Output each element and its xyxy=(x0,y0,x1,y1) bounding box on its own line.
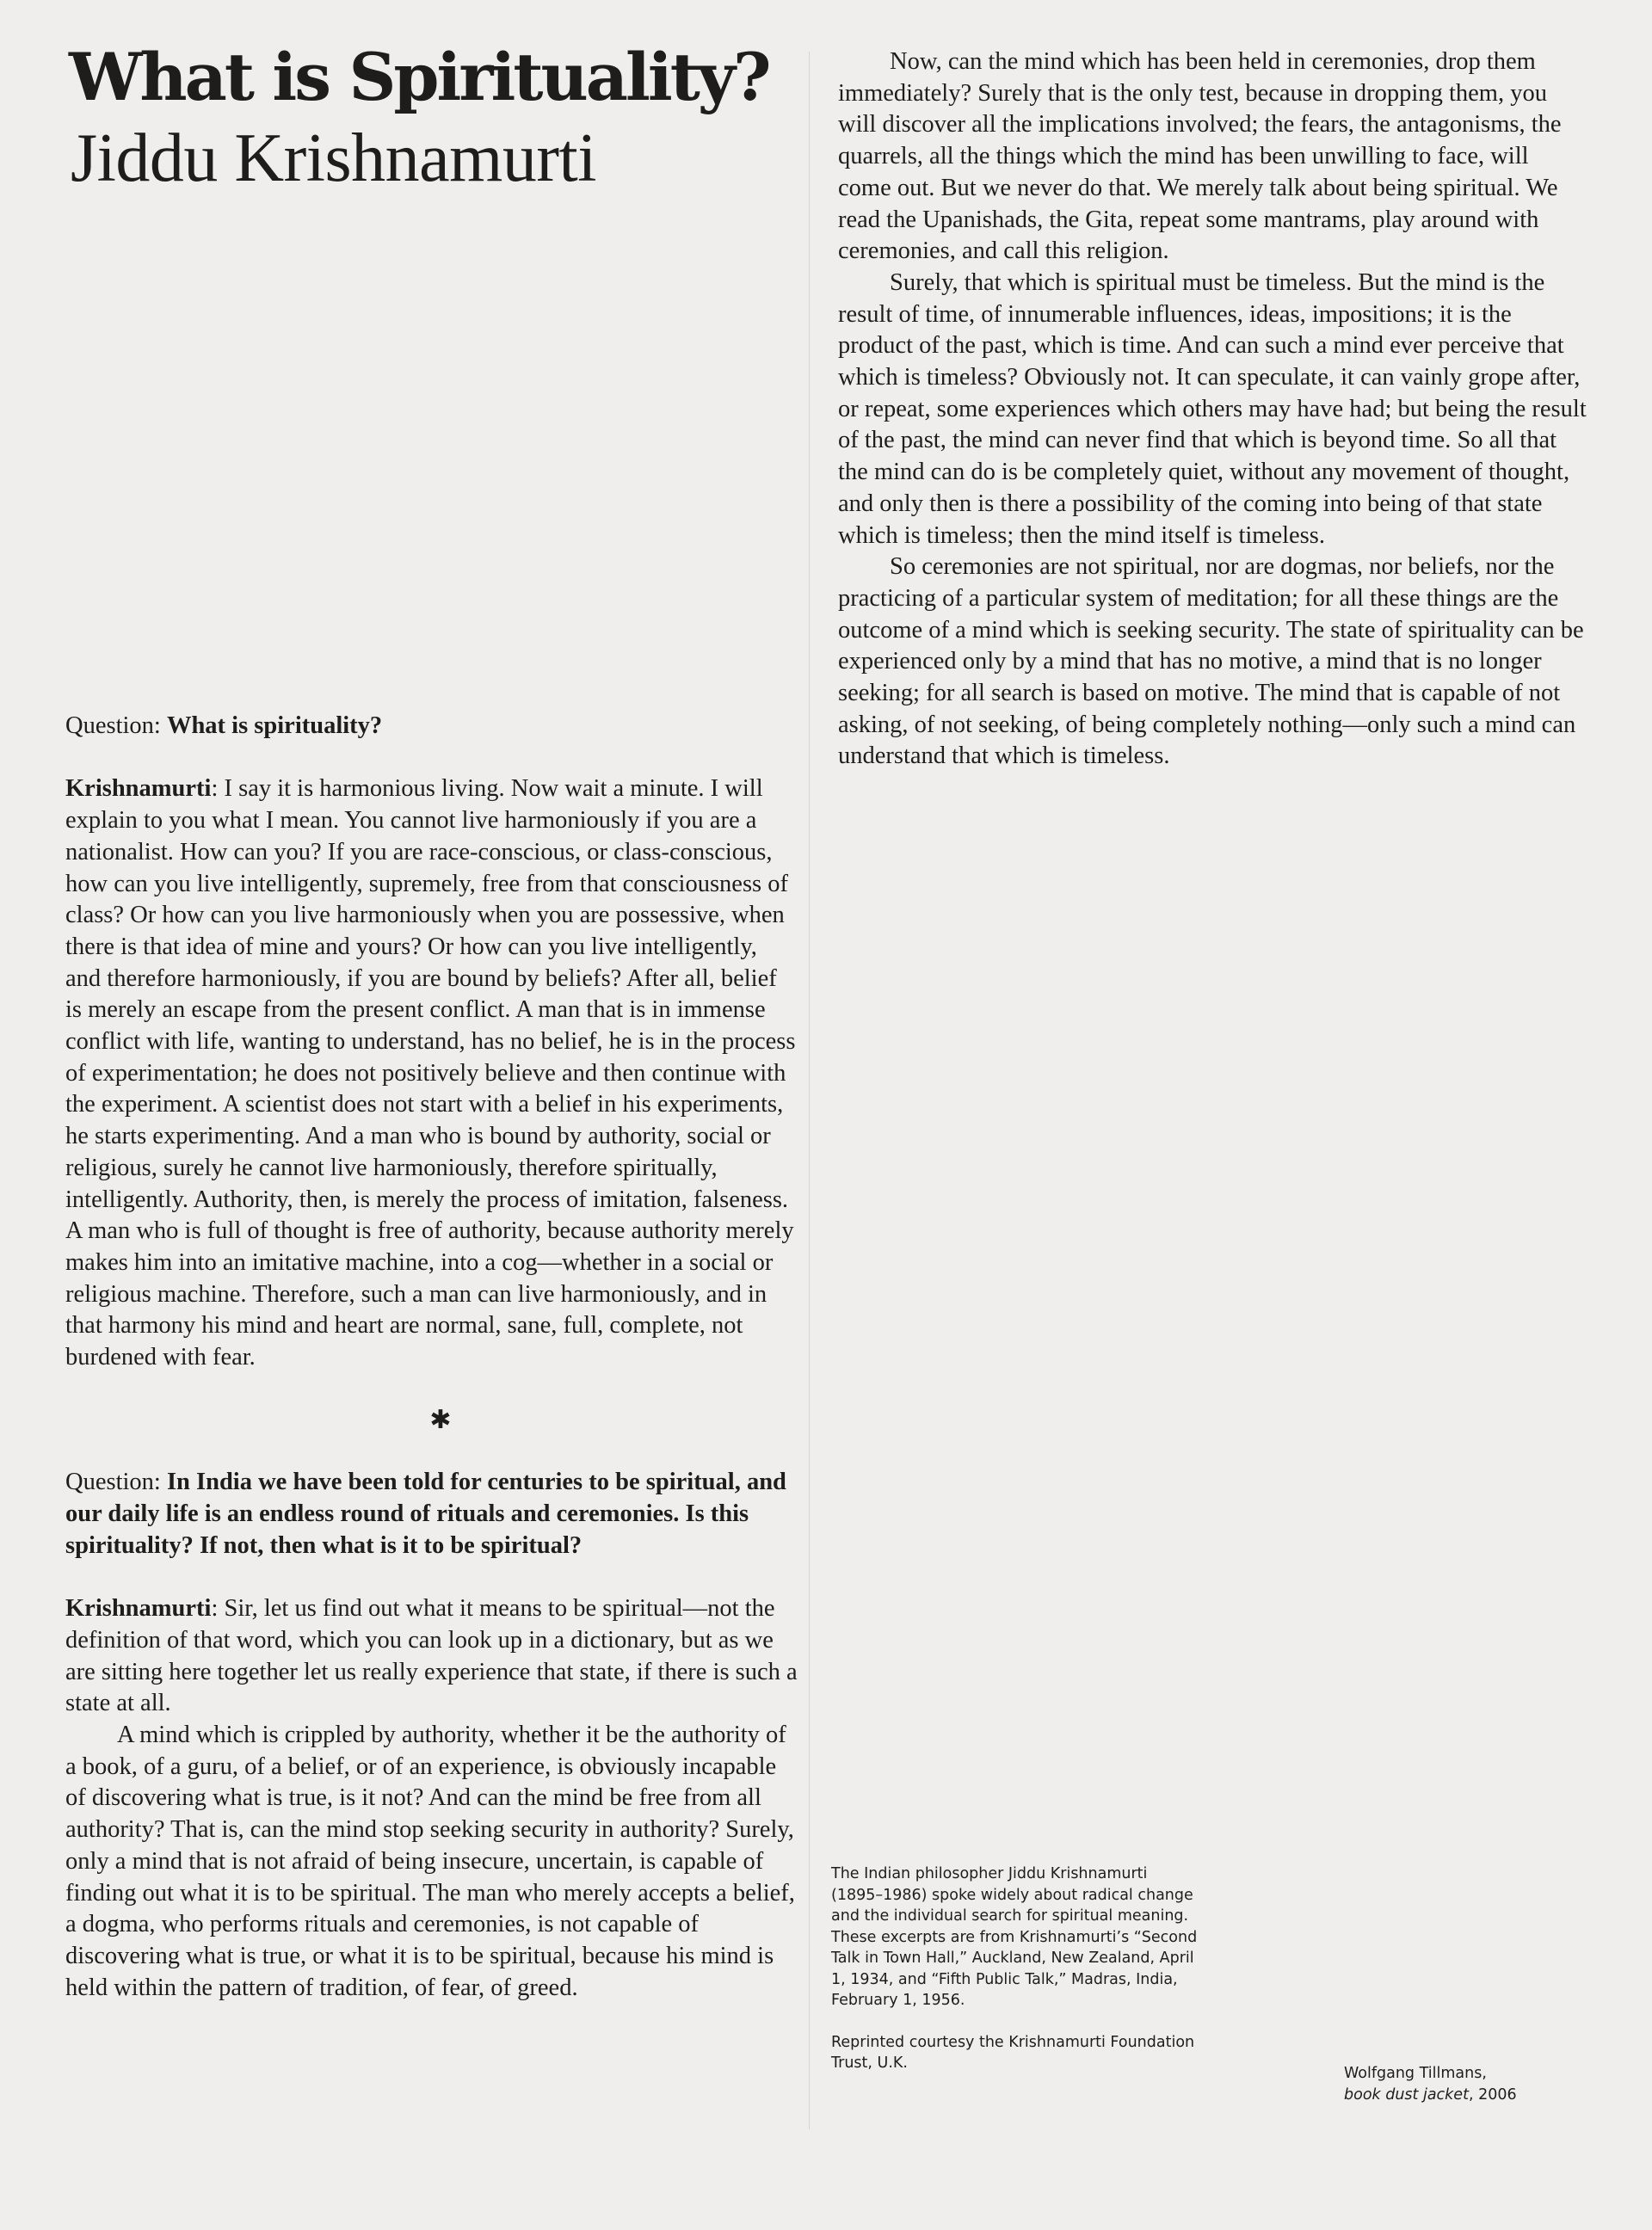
right-paragraph-3: So ceremonies are not spiritual, nor are dogmas, nor beliefs, nor the practicing of a particular system of meditation; for all these things are the outcome of a mind which is seeking security. The state of spirituality can be experienced only by a mind that has no motive, a mind that is no longer seeking; for all search is based on motive. The mind that is capable of not asking, of not seeking, of being completely nothing—only such a mind can understand that which is timeless. xyxy=(838,553,1584,770)
answer-1 xyxy=(65,773,798,1373)
answer-2 xyxy=(65,1593,798,1720)
speaker-name: Krishnamurti xyxy=(65,1595,212,1623)
left-column xyxy=(65,711,798,2004)
question-1-text: What is spirituality? xyxy=(166,712,383,739)
answer-1-text: : I say it is harmonious living. Now wait a minute. I will explain to you what I mean. You cannot live harmoniously if you are a nationalist. How can you? If you are race-conscious, or class-conscious, how can you live intelligently, supremely, free from that consciousness of class? Or how can you live harmoniously when you are possessive, when there is that idea of mine and yours? Or how can you live intelligently, and therefore harmoniously, if you are bound by beliefs? After all, belief is merely an escape from the present conflict. A man that is in immense conflict with life, wanting to understand, has no belief, he is in the process of experimentation; he does not positively believe and then continue with the experiment. A scientist does not start with a belief in his experiments, he starts experimenting. And a man who is bound by authority, social or religious, surely he cannot live harmoniously, therefore spiritually, intelligently. Authority, then, is merely the process of imitation, falseness. A man who is full of thought is free of authority, because authority merely makes him into an imitative machine, into a cog—whether in a social or religious machine. Therefore, such a man can live harmoniously, and in that harmony his mind and heart are normal, sane, full, complete, not burdened with fear. xyxy=(65,775,796,1371)
answer-2-text: : Sir, let us find out what it means to be spiritual—not the definition of that word, which you can look up in a dictionary, but as we are sitting here together let us really experience that state, if there is such a state at all. xyxy=(65,1595,798,1717)
question-2 xyxy=(65,1467,798,1562)
artwork-title: book dust jacket xyxy=(1344,2085,1469,2104)
question-label: Question: xyxy=(65,1469,167,1496)
right-paragraph-1: Now, can the mind which has been held in ceremonies, drop them immediately? Surely that is the only test, because in dropping them, you will discover all the implications involved; the fears, the antagonisms, the quarrels, all the things which the mind has been unwilling to face, will come out. But we never do that. We merely talk about being spiritual. We read the Upanishads, the Gita, repeat some mantrams, play around with ceremonies, and call this religion. xyxy=(838,48,1562,265)
reprint-credit: Reprinted courtesy the Krishnamurti Foundation Trust, U.K. xyxy=(831,2033,1195,2072)
spacer xyxy=(65,742,798,774)
artwork-credit xyxy=(1344,2063,1602,2105)
question-2-text: In India we have been told for centuries to be spiritual, and our daily life is an endless round of rituals and ceremonies. Is this spirituality? If not, then what is it to be spiritual? xyxy=(65,1469,786,1559)
bio-note: The Indian philosopher Jiddu Krishnamurti (1895–1986) spoke widely about radical change and the individual search for spiritual meaning. These excerpts are from Krishnamurti’s “Second Talk in Town Hall,” Auckland, New Zealand, April 1, 1934, and “Fifth Public Talk,” Madras, India, February 1, 1956. xyxy=(831,1865,1198,2009)
source-note xyxy=(831,1863,1201,2074)
author-name: Jiddu Krishnamurti xyxy=(71,120,596,196)
speaker-name: Krishnamurti xyxy=(65,775,212,803)
artwork-year: , 2006 xyxy=(1468,2085,1517,2104)
artwork-line xyxy=(1344,2085,1602,2106)
artist-name: Wolfgang Tillmans, xyxy=(1344,2065,1487,2082)
column-divider xyxy=(809,52,810,2129)
page-title: What is Spirituality? xyxy=(69,39,769,115)
section-separator-icon: ✱ xyxy=(429,1405,452,1434)
answer-2-paragraph-2: A mind which is crippled by authority, whether it be the authority of a book, of a guru, of a belief, or of an experience, is obviously incapable of discovering what is true, is it not? And can the mind be free from all authority? That is, can the mind stop seeking security in authority? Surely, only a mind that is not afraid of being insecure, uncertain, is capable of finding out what it is to be spiritual. The man who merely accepts a belief, a dogma, who performs rituals and ceremonies, is not capable of discovering what is true, or what it is to be spiritual, because his mind is held within the pattern of tradition, of fear, of greed. xyxy=(65,1722,795,2001)
question-1 xyxy=(65,711,798,742)
right-paragraph-2: Surely, that which is spiritual must be timeless. But the mind is the result of time, of innumerable influences, ideas, impositions; it is the product of the past, which is time. And can such a mind ever perceive that which is timeless? Obviously not. It can speculate, it can vainly grope after, or repeat, some experiences which others may have had; but being the result of the past, the mind can never find that which is beyond time. So all that the mind can do is be completely quiet, without any movement of thought, and only then is there a possibility of the coming into being of that state which is timeless; then the mind itself is timeless. xyxy=(838,268,1587,549)
spacer xyxy=(65,1562,798,1594)
question-label: Question: xyxy=(65,712,167,739)
right-column xyxy=(838,46,1587,773)
